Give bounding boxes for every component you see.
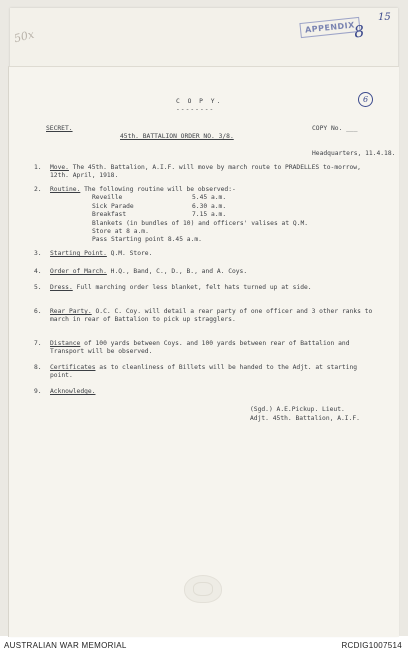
headquarters-date: Headquarters, 11.4.18. — [312, 150, 396, 157]
item-heading: Dress. — [50, 284, 73, 291]
title-underline: -------- — [176, 106, 215, 113]
circled-number: 6 — [358, 92, 373, 107]
item-heading: Move. — [50, 164, 69, 171]
item-text: Q.M. Store. — [106, 250, 153, 257]
item-text: The 45th. Battalion, A.I.F. will move by march route to PRADELLES to-morrow, 12th. April, 1918. — [50, 164, 361, 180]
item-text: as to cleanliness of Billets will be handed to the Adjt. at starting point. — [50, 364, 358, 380]
item-body — [50, 186, 374, 194]
item-text: The following routine will be observed:- — [80, 186, 236, 193]
item-body — [50, 388, 374, 396]
item-number: 4. — [34, 268, 42, 275]
routine-label: Sick Parade — [92, 202, 134, 210]
item-body — [50, 340, 374, 357]
routine-row — [34, 203, 374, 211]
footer-bar — [0, 640, 408, 654]
routine-row — [34, 220, 374, 228]
footer-institution: AUSTRALIAN WAR MEMORIAL — [4, 641, 127, 650]
item-number: 3. — [34, 250, 42, 257]
item-heading: Certificates — [50, 364, 96, 371]
signature-line: (Sgd.) A.E.Pickup. Lieut. — [250, 406, 345, 413]
item-number: 1. — [34, 164, 42, 171]
routine-row — [34, 211, 374, 219]
document-title: C O P Y. — [176, 98, 223, 105]
item-body — [50, 268, 374, 276]
embossed-crest — [184, 575, 222, 603]
item-body — [50, 364, 374, 381]
routine-time: 5.45 a.m. — [192, 194, 227, 202]
routine-time: 6.30 a.m. — [192, 202, 227, 210]
footer-reference: RCDIG1007514 — [341, 641, 402, 650]
item-number: 6. — [34, 308, 42, 315]
item-number: 7. — [34, 340, 42, 347]
routine-label: Blankets (in bundles of 10) and officers' valises at Q.M. — [92, 219, 309, 227]
routine-label: Store at 8 a.m. — [92, 227, 149, 235]
page-number-note: 15 — [378, 12, 391, 23]
item-text: Full marching order less blanket, felt hats turned up at side. — [72, 284, 312, 291]
appendix-stamp: APPENDIX — [299, 17, 360, 38]
item-body — [50, 308, 374, 325]
routine-row — [34, 194, 374, 202]
item-number: 2. — [34, 186, 42, 193]
routine-label: Breakfast — [92, 211, 127, 219]
routine-row — [34, 236, 374, 244]
item-text: H.Q., Band, C., D., B., and A. Coys. — [106, 268, 248, 275]
item-heading: Order of March. — [50, 268, 107, 275]
routine-time: 7.15 a.m. — [192, 211, 227, 219]
appendix-number: 8 — [352, 21, 366, 42]
routine-label: Reveille — [92, 194, 123, 202]
item-heading: Distance — [50, 340, 81, 347]
item-body — [50, 284, 374, 292]
item-heading: Starting Point. — [50, 250, 107, 257]
order-title: 45th. BATTALION ORDER NO. 3/8. — [120, 133, 234, 140]
item-text: O.C. C. Coy. will detail a rear party of one officer and 3 other ranks to march in rear of Battalion to pick up stragglers. — [50, 308, 373, 324]
pencil-reference-note: 50x — [12, 27, 36, 46]
item-text: of 100 yards between Coys. and 100 yards between rear of Battalion and Transport will be observed. — [50, 340, 350, 356]
item-heading: Routine. — [50, 186, 81, 193]
item-heading: Rear Party. — [50, 308, 92, 315]
item-body — [50, 164, 374, 181]
classification-label: SECRET. — [46, 125, 73, 132]
routine-schedule — [34, 194, 374, 244]
signature-title: Adjt. 45th. Battalion, A.I.F. — [250, 415, 360, 422]
item-number: 9. — [34, 388, 42, 395]
copy-number: COPY No. ___ — [312, 125, 358, 132]
item-number: 5. — [34, 284, 42, 291]
item-heading: Acknowledge. — [50, 388, 96, 395]
item-body — [50, 250, 374, 258]
routine-row — [34, 228, 374, 236]
item-number: 8. — [34, 364, 42, 371]
routine-label: Pass Starting point 8.45 a.m. — [92, 236, 202, 244]
